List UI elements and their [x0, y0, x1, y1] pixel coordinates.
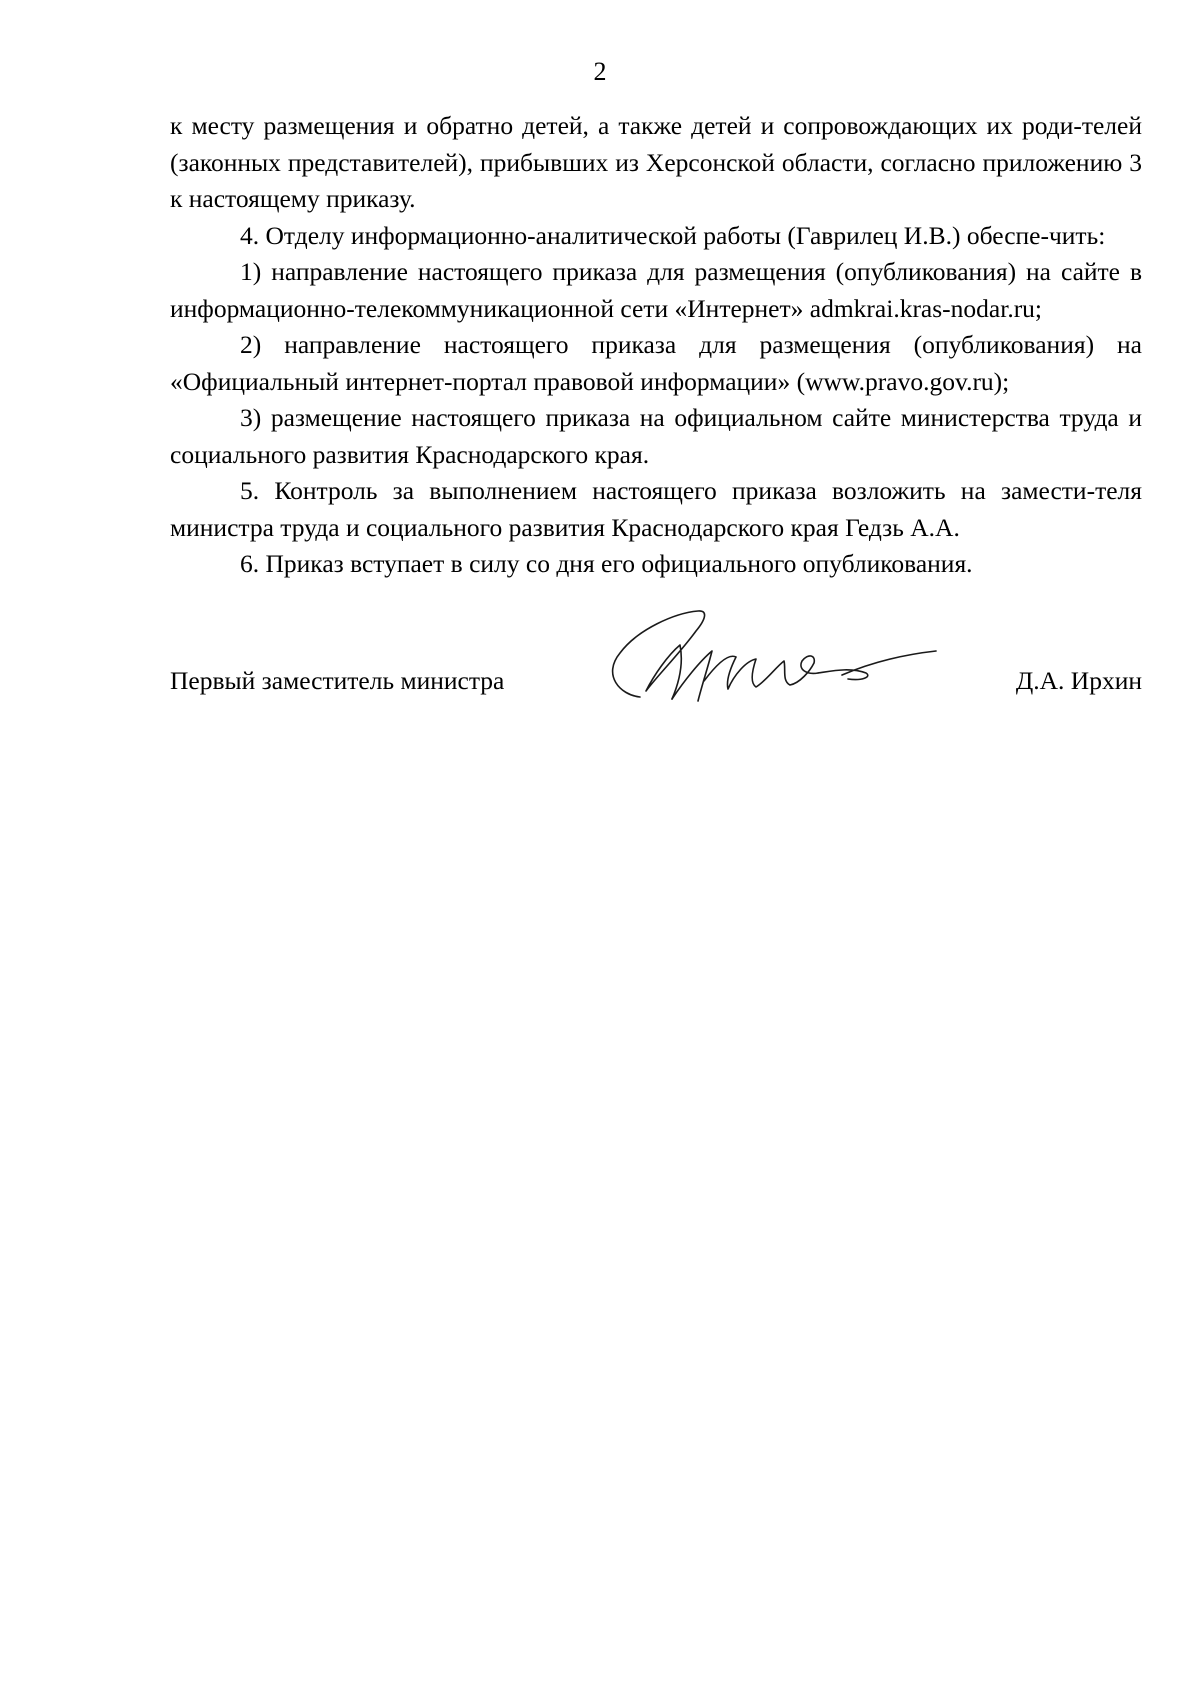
- paragraph-subitem-1: 1) направление настоящего приказа для размещения (опубликования) на сайте в информационно-телекоммуникационной сети «Интернет» admkrai.kras-nodar.ru;: [170, 257, 1142, 323]
- page-number: 2: [593, 57, 607, 86]
- signature-block: [170, 605, 1142, 725]
- signatory-position: Первый заместитель министра: [170, 666, 505, 695]
- paragraph-subitem-3: 3) размещение настоящего приказа на официальном сайте министерства труда и социального развития Краснодарского края.: [170, 403, 1142, 469]
- signatory-name: Д.А. Ирхин: [1015, 666, 1142, 695]
- document-body: [170, 108, 1142, 583]
- paragraph-subitem-2: 2) направление настоящего приказа для размещения (опубликования) на «Официальный интернет-портал правовой информации» (www.pravo.gov.ru);: [170, 330, 1142, 396]
- paragraph-item-5: 5. Контроль за выполнением настоящего приказа возложить на замести-теля министра труда и социального развития Краснодарского края Гедзь А.А.: [170, 476, 1142, 542]
- paragraph-item-4: 4. Отделу информационно-аналитической работы (Гаврилец И.В.) обеспе-чить:: [240, 220, 1106, 250]
- paragraph-continuation: к месту размещения и обратно детей, а также детей и сопровождающих их роди-телей (законных представителей), прибывших из Херсонской области, согласно приложению 3 к настоящему приказу.: [170, 111, 1142, 213]
- handwritten-signature: [580, 605, 950, 725]
- paragraph-item-6: 6. Приказ вступает в силу со дня его официального опубликования.: [240, 549, 973, 578]
